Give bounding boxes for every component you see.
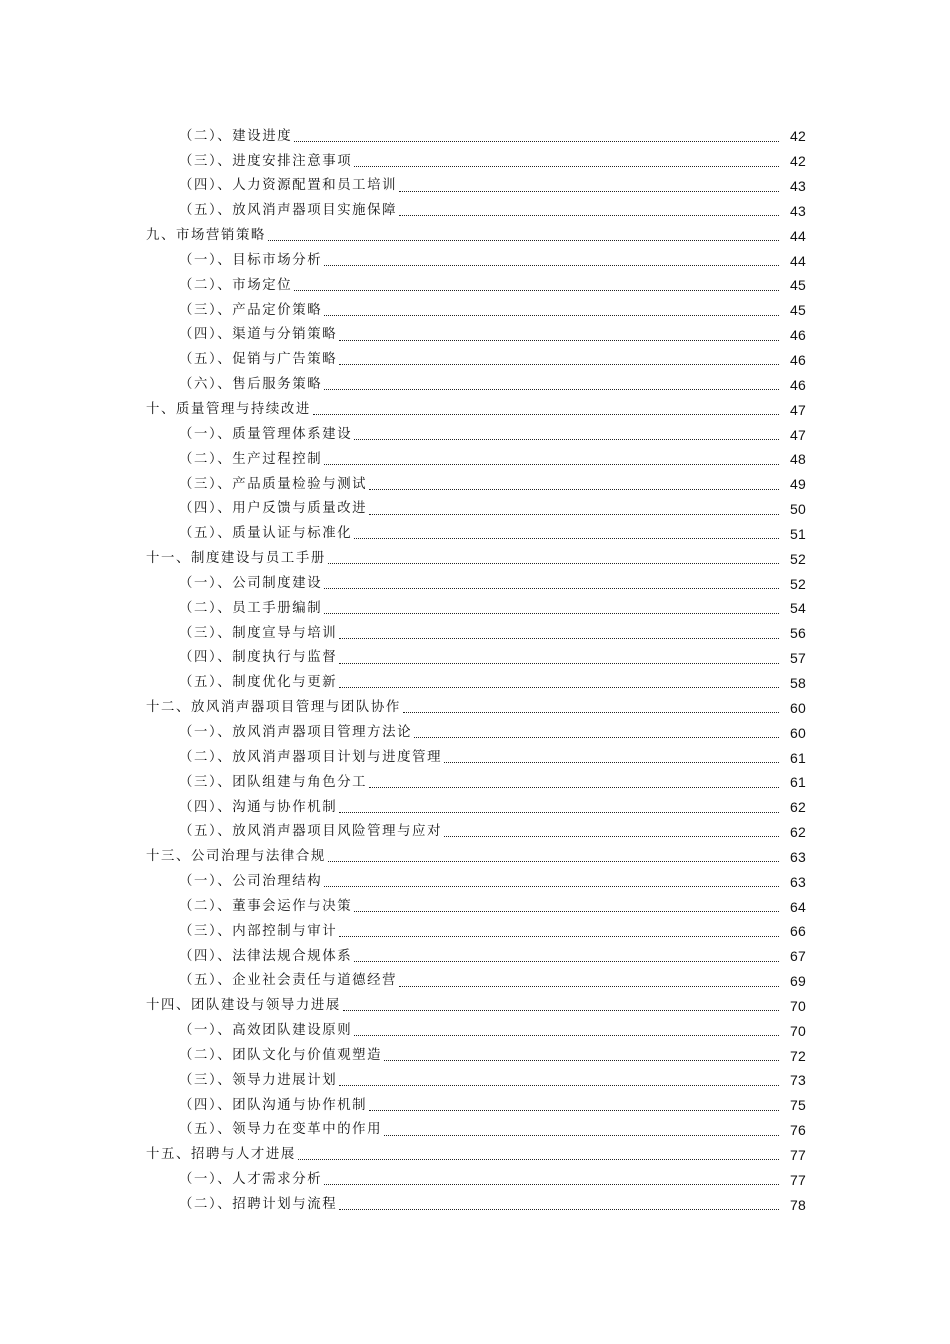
toc-entry-title: （一）、目标市场分析 — [179, 252, 323, 268]
toc-section-entry[interactable] — [0, 1043, 950, 1068]
toc-section-entry[interactable] — [0, 671, 950, 696]
toc-entry-title: （四）、用户反馈与质量改进 — [179, 501, 368, 517]
toc-entry-title: （一）、质量管理体系建设 — [179, 426, 353, 442]
toc-dot-leader — [399, 190, 779, 192]
toc-page-number: 47 — [790, 426, 806, 443]
toc-chapter-entry[interactable] — [0, 1143, 950, 1168]
toc-entry-title: （三）、内部控制与审计 — [179, 923, 338, 939]
toc-entry-title: （二）、生产过程控制 — [179, 451, 323, 467]
toc-section-entry[interactable] — [0, 720, 950, 745]
toc-section-entry[interactable] — [0, 745, 950, 770]
toc-dot-leader — [298, 1158, 779, 1160]
toc-page-number: 58 — [790, 674, 806, 691]
toc-dot-leader — [339, 935, 779, 937]
toc-dot-leader — [294, 289, 779, 291]
toc-entry-title: （二）、董事会运作与决策 — [179, 898, 353, 914]
toc-entry-title: 九、市场营销策略 — [146, 228, 266, 244]
toc-page-number: 62 — [790, 824, 806, 841]
toc-entry-title: （四）、人力资源配置和员工培训 — [179, 178, 398, 194]
toc-entry-title: （四）、沟通与协作机制 — [179, 799, 338, 815]
toc-page-number: 64 — [790, 898, 806, 915]
toc-dot-leader — [324, 463, 779, 465]
toc-page-number: 49 — [790, 476, 806, 493]
toc-entry-title: （二）、员工手册编制 — [179, 600, 323, 616]
toc-entry-title: （五）、质量认证与标准化 — [179, 526, 353, 542]
toc-section-entry[interactable] — [0, 919, 950, 944]
toc-page-number: 70 — [790, 997, 806, 1014]
toc-dot-leader — [328, 860, 779, 862]
toc-page-number: 62 — [790, 799, 806, 816]
toc-page-number: 42 — [790, 153, 806, 170]
toc-page-number: 67 — [790, 948, 806, 965]
toc-entry-title: 十二、放风消声器项目管理与团队协作 — [146, 700, 401, 716]
toc-section-entry[interactable] — [0, 571, 950, 596]
toc-section-entry[interactable] — [0, 447, 950, 472]
toc-dot-leader — [369, 488, 779, 490]
toc-section-entry[interactable] — [0, 944, 950, 969]
toc-entry-title: （三）、团队组建与角色分工 — [179, 774, 368, 790]
toc-page-number: 61 — [790, 749, 806, 766]
toc-section-entry[interactable] — [0, 323, 950, 348]
toc-page-number: 60 — [790, 724, 806, 741]
toc-page-number: 77 — [790, 1171, 806, 1188]
toc-page-number: 45 — [790, 277, 806, 294]
toc-page-number: 77 — [790, 1147, 806, 1164]
toc-entry-title: （四）、渠道与分销策略 — [179, 327, 338, 343]
toc-page-number: 73 — [790, 1072, 806, 1089]
toc-entry-title: （一）、公司治理结构 — [179, 874, 323, 890]
toc-entry-title: （四）、法律法规合规体系 — [179, 948, 353, 964]
toc-section-entry[interactable] — [0, 646, 950, 671]
toc-entry-title: （四）、团队沟通与协作机制 — [179, 1097, 368, 1113]
toc-section-entry[interactable] — [0, 1167, 950, 1192]
toc-page-number: 52 — [790, 575, 806, 592]
toc-page-number: 48 — [790, 451, 806, 468]
toc-page-number: 54 — [790, 600, 806, 617]
toc-dot-leader — [324, 314, 779, 316]
table-of-contents — [0, 124, 950, 1217]
toc-entry-title: 十、质量管理与持续改进 — [146, 402, 311, 417]
toc-page-number: 57 — [790, 650, 806, 667]
toc-dot-leader — [324, 612, 779, 614]
toc-section-entry[interactable] — [0, 596, 950, 621]
toc-entry-title: 十一、制度建设与员工手册 — [146, 551, 326, 567]
toc-page-number: 45 — [790, 302, 806, 319]
toc-section-entry[interactable] — [0, 820, 950, 845]
toc-section-entry[interactable] — [0, 348, 950, 373]
toc-page-number: 52 — [790, 550, 806, 567]
toc-entry-title: （一）、放风消声器项目管理方法论 — [179, 724, 413, 740]
toc-page-number: 56 — [790, 625, 806, 642]
toc-dot-leader — [328, 562, 779, 564]
toc-section-entry[interactable] — [0, 894, 950, 919]
toc-entry-title: 十四、团队建设与领导力进展 — [146, 998, 341, 1014]
toc-chapter-entry[interactable] — [0, 844, 950, 869]
toc-page-number: 75 — [790, 1097, 806, 1114]
toc-dot-leader — [354, 960, 779, 962]
toc-entry-title: （五）、促销与广告策略 — [179, 352, 338, 368]
toc-section-entry[interactable] — [0, 174, 950, 199]
toc-entry-title: （三）、进度安排注意事项 — [179, 153, 353, 169]
toc-section-entry[interactable] — [0, 124, 950, 149]
toc-section-entry[interactable] — [0, 497, 950, 522]
toc-section-entry[interactable] — [0, 372, 950, 397]
toc-dot-leader — [354, 537, 779, 539]
toc-dot-leader — [294, 140, 779, 142]
toc-page-number: 61 — [790, 774, 806, 791]
toc-page-number: 47 — [790, 401, 806, 418]
toc-dot-leader — [369, 513, 779, 515]
toc-chapter-entry[interactable] — [0, 994, 950, 1019]
toc-page-number: 44 — [790, 252, 806, 269]
toc-dot-leader — [354, 165, 779, 167]
toc-chapter-entry[interactable] — [0, 695, 950, 720]
toc-section-entry[interactable] — [0, 1018, 950, 1043]
toc-entry-title: （五）、制度优化与更新 — [179, 675, 338, 691]
toc-entry-title: （二）、团队文化与价值观塑造 — [179, 1047, 383, 1063]
toc-page-number: 42 — [790, 128, 806, 145]
toc-dot-leader — [324, 885, 779, 887]
toc-section-entry[interactable] — [0, 149, 950, 174]
toc-page-number: 72 — [790, 1047, 806, 1064]
toc-page-number: 44 — [790, 227, 806, 244]
toc-chapter-entry[interactable] — [0, 397, 950, 422]
toc-dot-leader — [324, 1183, 779, 1185]
toc-section-entry[interactable] — [0, 422, 950, 447]
toc-dot-leader — [339, 811, 779, 813]
toc-section-entry[interactable] — [0, 795, 950, 820]
toc-dot-leader — [324, 264, 779, 266]
toc-dot-leader — [354, 910, 779, 912]
toc-entry-title: （三）、产品定价策略 — [179, 302, 323, 318]
toc-page-number: 70 — [790, 1022, 806, 1039]
toc-section-entry[interactable] — [0, 472, 950, 497]
toc-entry-title: 十五、招聘与人才进展 — [146, 1147, 296, 1163]
toc-section-entry[interactable] — [0, 199, 950, 224]
toc-entry-title: （三）、制度宣导与培训 — [179, 625, 338, 641]
toc-entry-title: （五）、企业社会责任与道德经营 — [179, 973, 398, 989]
toc-dot-leader — [324, 587, 779, 589]
toc-dot-leader — [339, 1208, 779, 1210]
toc-section-entry[interactable] — [0, 522, 950, 547]
toc-page-number: 78 — [790, 1196, 806, 1213]
toc-dot-leader — [384, 1059, 779, 1061]
toc-dot-leader — [399, 214, 779, 216]
toc-section-entry[interactable] — [0, 1118, 950, 1143]
toc-dot-leader — [369, 1109, 779, 1111]
toc-page-number: 46 — [790, 376, 806, 393]
toc-chapter-entry[interactable] — [0, 223, 950, 248]
toc-entry-title: （五）、放风消声器项目实施保障 — [179, 203, 398, 219]
toc-dot-leader — [403, 711, 779, 713]
toc-dot-leader — [384, 1134, 779, 1136]
toc-entry-title: （二）、建设进度 — [179, 128, 293, 144]
toc-dot-leader — [369, 786, 779, 788]
toc-entry-title: （四）、制度执行与监督 — [179, 650, 338, 666]
toc-entry-title: （六）、售后服务策略 — [179, 377, 323, 393]
toc-dot-leader — [343, 1009, 779, 1011]
toc-dot-leader — [444, 761, 779, 763]
toc-section-entry[interactable] — [0, 969, 950, 994]
toc-section-entry[interactable] — [0, 1192, 950, 1217]
toc-dot-leader — [339, 637, 779, 639]
toc-entry-title: （一）、公司制度建设 — [179, 575, 323, 591]
toc-dot-leader — [444, 835, 779, 837]
toc-page-number: 76 — [790, 1122, 806, 1139]
toc-page-number: 46 — [790, 327, 806, 344]
toc-page-number: 43 — [790, 178, 806, 195]
toc-dot-leader — [313, 413, 779, 415]
toc-section-entry[interactable] — [0, 621, 950, 646]
toc-dot-leader — [339, 662, 779, 664]
toc-page-number: 63 — [790, 873, 806, 890]
toc-entry-title: （五）、领导力在变革中的作用 — [179, 1122, 383, 1138]
toc-entry-title: 十三、公司治理与法律合规 — [146, 849, 326, 865]
toc-dot-leader — [339, 339, 779, 341]
toc-section-entry[interactable] — [0, 869, 950, 894]
toc-chapter-entry[interactable] — [0, 546, 950, 571]
toc-entry-title: （一）、人才需求分析 — [179, 1172, 323, 1188]
toc-page-number: 51 — [790, 525, 806, 542]
toc-page-number: 46 — [790, 352, 806, 369]
toc-entry-title: （二）、招聘计划与流程 — [179, 1197, 338, 1212]
toc-dot-leader — [339, 686, 779, 688]
toc-dot-leader — [399, 985, 779, 987]
toc-entry-title: （二）、市场定位 — [179, 277, 293, 293]
toc-page-number: 43 — [790, 202, 806, 219]
toc-page-number: 60 — [790, 699, 806, 716]
toc-dot-leader — [339, 1084, 779, 1086]
toc-section-entry[interactable] — [0, 273, 950, 298]
toc-dot-leader — [268, 239, 779, 241]
toc-entry-title: （一）、高效团队建设原则 — [179, 1023, 353, 1039]
toc-section-entry[interactable] — [0, 248, 950, 273]
toc-dot-leader — [354, 1034, 779, 1036]
toc-dot-leader — [414, 736, 779, 738]
toc-section-entry[interactable] — [0, 1068, 950, 1093]
toc-dot-leader — [354, 438, 779, 440]
toc-dot-leader — [339, 363, 779, 365]
toc-page-number: 69 — [790, 973, 806, 990]
toc-page-number: 66 — [790, 923, 806, 940]
toc-section-entry[interactable] — [0, 770, 950, 795]
toc-entry-title: （二）、放风消声器项目计划与进度管理 — [179, 749, 443, 765]
toc-entry-title: （三）、产品质量检验与测试 — [179, 476, 368, 492]
toc-section-entry[interactable] — [0, 1093, 950, 1118]
toc-section-entry[interactable] — [0, 298, 950, 323]
toc-page-number: 50 — [790, 501, 806, 518]
toc-dot-leader — [324, 388, 779, 390]
toc-page-number: 63 — [790, 848, 806, 865]
toc-entry-title: （五）、放风消声器项目风险管理与应对 — [179, 824, 443, 840]
toc-entry-title: （三）、领导力进展计划 — [179, 1072, 338, 1088]
